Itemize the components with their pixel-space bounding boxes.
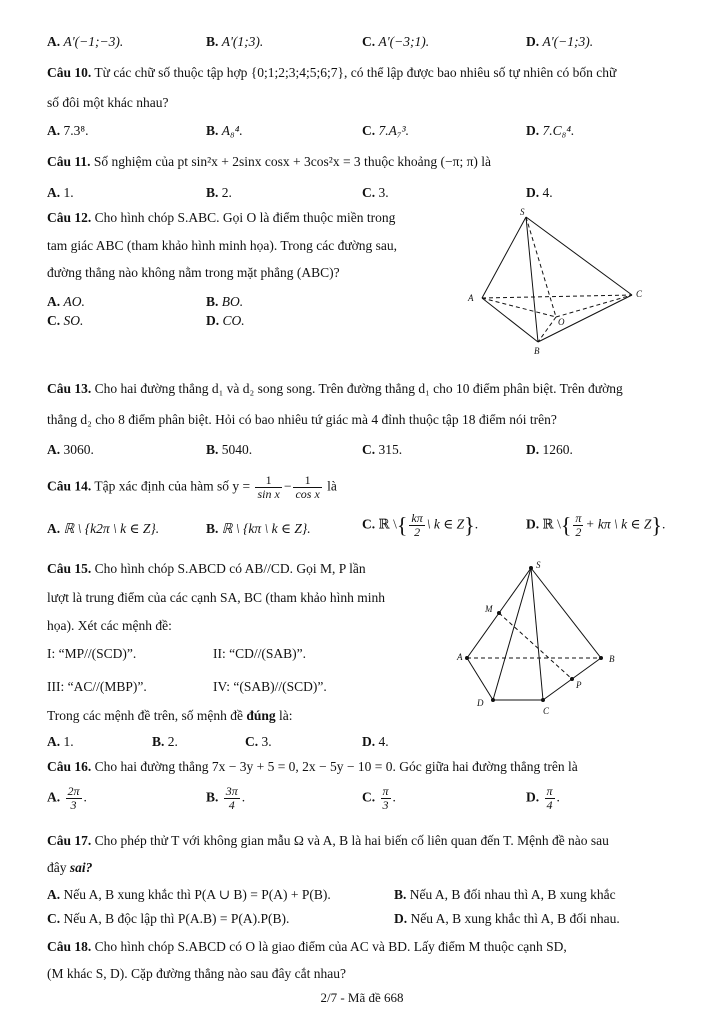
q17-option-a: A. Nếu A, B xung khắc thì P(A ∪ B) = P(A) + P(B). — [47, 887, 331, 902]
q15-statement-4: IV: “(SAB)//(SCD)”. — [213, 679, 327, 694]
q11-option-a: A. 1. — [47, 185, 74, 200]
q11-option-d: D. 4. — [526, 185, 553, 200]
q17-option-b: B. Nếu A, B đối nhau thì A, B xung khắc — [394, 887, 616, 902]
edge-ac — [482, 295, 632, 298]
label-p: P — [576, 680, 582, 690]
segment-ao — [482, 298, 556, 317]
q12-stem-line1: Câu 12. Cho hình chóp S.ABC. Gọi O là điểm thuộc miền trong — [47, 210, 396, 225]
label-a: A — [457, 652, 463, 662]
q15-stem-line1: Câu 15. Cho hình chóp S.ABCD có AB//CD. Gọi M, P lần — [47, 561, 366, 576]
q15-stem-line4: Trong các mệnh đề trên, số mệnh đề đúng là: — [47, 708, 293, 723]
q17-stem-line1: Câu 17. Cho phép thử T với không gian mẫu Ω và A, B là hai biến cố liên quan đến T. Mệnh đề nào sau — [47, 833, 609, 848]
q15-statement-1: I: “MP//(SCD)”. — [47, 646, 137, 661]
segment-ob — [538, 317, 556, 342]
label-o: O — [558, 317, 565, 327]
q18-stem-line2: (M khác S, D). Cặp đường thẳng nào sau đây cắt nhau? — [47, 966, 347, 981]
q15-option-a: A. 1. — [47, 734, 74, 749]
label-c: C — [543, 706, 550, 716]
q10-option-d: D. 7.C₈⁴. — [526, 123, 575, 138]
label-b: B — [609, 654, 615, 664]
q15-stem-line2: lượt là trung điểm của các cạnh SA, BC (tham khảo hình minh — [47, 590, 386, 605]
q17-stem-line2: đây sai? — [47, 860, 93, 875]
q14-option-b: B. ℝ \ {kπ \ k ∈ Z}. — [206, 521, 311, 536]
q15-option-c: C. 3. — [245, 734, 272, 749]
edge-ad — [467, 658, 493, 700]
edge-ab — [482, 298, 538, 342]
q9-option-d: D. A'(−1;3). — [526, 34, 594, 49]
q12-stem-line3: đường thẳng nào không nằm trong mặt phẳng (ABC)? — [47, 265, 340, 280]
q10-stem-line2: số đôi một khác nhau? — [47, 95, 169, 110]
q15-pyramid-figure — [455, 558, 635, 718]
q16-option-a: A. $\frac{2\pi}{3}$ . — [47, 784, 87, 812]
edge-sb — [526, 217, 538, 342]
q12-pyramid-figure — [460, 205, 660, 360]
q18-stem-line1: Câu 18. Cho hình chóp S.ABCD có O là giao điểm của AC và BD. Lấy điểm M thuộc cạnh SD, — [47, 939, 567, 954]
q17-option-d: D. Nếu A, B xung khắc thì A, B đối nhau. — [394, 911, 620, 926]
q10-option-b: B. A₈⁴. — [206, 123, 243, 138]
q9-option-a: A. A'(−1;−3). — [47, 34, 124, 49]
edge-bc — [538, 295, 632, 342]
q13-option-d: D. 1260. — [526, 442, 573, 457]
q12-option-d: D. CO. — [206, 313, 245, 328]
label-b: B — [534, 346, 540, 356]
q12-option-c: C. SO. — [47, 313, 84, 328]
q12-option-a: A. AO. — [47, 294, 85, 309]
label-d: D — [477, 698, 484, 708]
q13-option-a: A. 3060. — [47, 442, 94, 457]
q14-stem: Câu 14. Tập xác định của hàm số y = $\frac{1}{\text{sin x}}$ − $\frac{1}{\text{cos x}}$ là — [47, 473, 337, 501]
q10-stem-line1: Câu 10. Từ các chữ số thuộc tập hợp {0;1;2;3;4;5;6;7}, có thể lập được bao nhiêu số tự nhiên có bốn chữ — [47, 65, 617, 80]
q13-stem-line2: thẳng d₂ cho 8 điểm phân biệt. Hỏi có bao nhiêu tứ giác mà 4 đỉnh thuộc tập 18 điểm nói trên? — [47, 412, 557, 427]
q10-option-a: A. 7.3⁸. — [47, 123, 89, 138]
q11-stem: Câu 11. Số nghiệm của pt sin²x + 2sinx cosx + 3cos²x = 3 thuộc khoảng (−π; π) là — [47, 154, 492, 169]
point-c — [541, 698, 545, 702]
q16-option-b: B. $\frac{3\pi}{4}$ . — [206, 784, 246, 812]
edge-sd — [493, 568, 531, 700]
page-footer: 2/7 - Mã đề 668 — [320, 990, 404, 1005]
q15-statement-3: III: “AC//(MBP)”. — [47, 679, 147, 694]
point-d — [491, 698, 495, 702]
label-s: S — [536, 560, 541, 570]
edge-sc — [531, 568, 543, 700]
q13-option-c: C. 315. — [362, 442, 403, 457]
label-c: C — [636, 289, 643, 299]
point-s — [529, 566, 533, 570]
q13-stem-line1: Câu 13. Cho hai đường thẳng d₁ và d₂ song song. Trên đường thẳng d₁ cho 10 điểm phân biệt. Trên đường — [47, 381, 623, 396]
q14-option-a: A. ℝ \ {k2π \ k ∈ Z}. — [47, 521, 160, 536]
edge-sc — [526, 217, 632, 295]
q15-statement-2: II: “CD//(SAB)”. — [213, 646, 306, 661]
point-a — [465, 656, 469, 660]
q16-stem: Câu 16. Cho hai đường thẳng 7x − 3y + 5 = 0, 2x − 5y − 10 = 0. Góc giữa hai đường thẳng trên là — [47, 759, 578, 774]
q16-option-c: C. $\frac{\pi}{3}$ . — [362, 784, 396, 812]
label-a: A — [468, 293, 474, 303]
label-s: S — [520, 207, 525, 217]
q14-option-c: C. ℝ \{ $\frac{k\pi}{2}$ \ k ∈ Z}. — [362, 511, 479, 539]
q11-option-b: B. 2. — [206, 185, 232, 200]
q12-stem-line2: tam giác ABC (tham khảo hình minh họa). Trong các đường sau, — [47, 238, 398, 253]
q12-option-b: B. BO. — [206, 294, 244, 309]
q15-option-b: B. 2. — [152, 734, 178, 749]
edge-sa — [482, 217, 526, 298]
label-m: M — [485, 604, 493, 614]
q17-option-c: C. Nếu A, B độc lập thì P(A.B) = P(A).P(B). — [47, 911, 290, 926]
q15-stem-line3: họa). Xét các mệnh đề: — [47, 618, 172, 633]
edge-sb — [531, 568, 601, 658]
q14-option-d: D. ℝ \{ $\frac{\pi}{2}$ + kπ \ k ∈ Z}. — [526, 511, 666, 539]
q9-option-b: B. A'(1;3). — [206, 34, 264, 49]
q15-option-d: D. 4. — [362, 734, 389, 749]
point-m — [497, 611, 501, 615]
point-b — [599, 656, 603, 660]
point-p — [570, 677, 574, 681]
q16-option-d: D. $\frac{\pi}{4}$ . — [526, 784, 560, 812]
q13-option-b: B. 5040. — [206, 442, 253, 457]
q11-option-c: C. 3. — [362, 185, 389, 200]
q9-option-c: C. A'(−3;1). — [362, 34, 430, 49]
q10-option-c: C. 7.A₇³. — [362, 123, 409, 138]
